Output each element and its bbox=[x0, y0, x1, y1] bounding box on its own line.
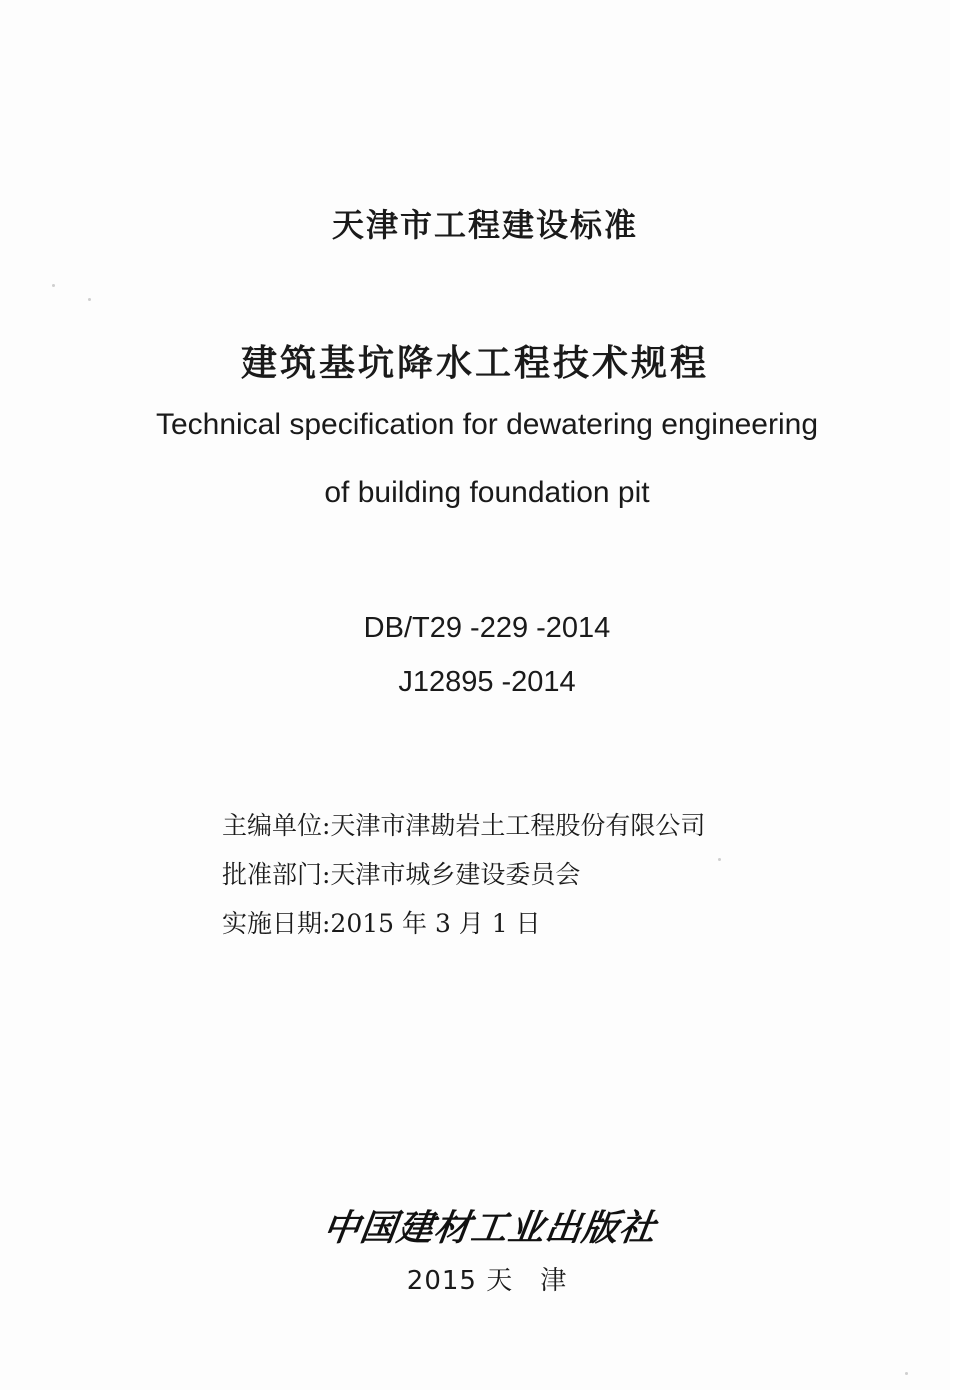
series-title: 天津市工程建设标准 bbox=[331, 206, 638, 244]
scan-speck bbox=[52, 284, 55, 287]
editor-unit: 主编单位:天津市津勘岩土工程股份有限公司 bbox=[222, 811, 706, 840]
scan-speck bbox=[88, 298, 91, 301]
document-title-english-line1: Technical specification for dewatering engineering bbox=[155, 408, 819, 441]
approval-department: 批准部门:天津市城乡建设委员会 bbox=[222, 860, 581, 889]
publisher-name: 中国建材工业出版社 bbox=[320, 1206, 660, 1249]
document-title-english-line2: of building foundation pit bbox=[324, 476, 650, 509]
effective-date: 实施日期:2015 年 3 月 1 日 bbox=[222, 909, 541, 938]
publisher-logo bbox=[320, 1198, 660, 1254]
scan-speck bbox=[905, 1372, 908, 1375]
standard-code: DB/T29 -229 -2014 bbox=[363, 612, 611, 644]
document-title-chinese: 建筑基坑降水工程技术规程 bbox=[240, 343, 709, 384]
scan-speck bbox=[718, 858, 721, 861]
publication-place-year: 2015 天 津 bbox=[406, 1266, 568, 1296]
record-code: J12895 -2014 bbox=[398, 666, 576, 698]
